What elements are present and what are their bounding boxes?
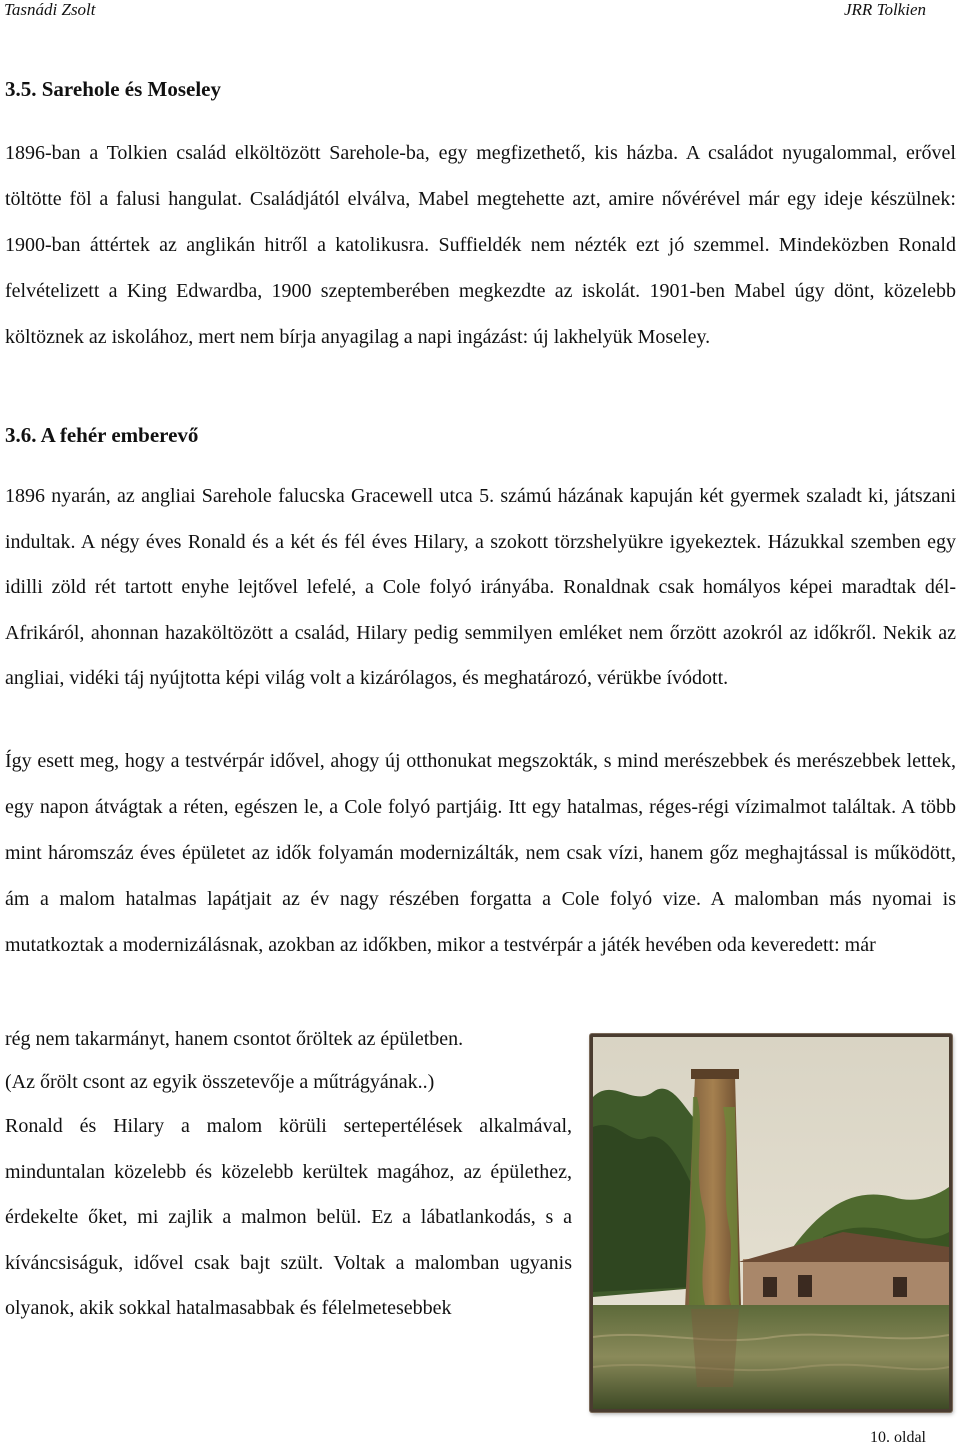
section-paragraph: rég nem takarmányt, hanem csontot őröltek az épületben. — [5, 1028, 464, 1050]
header-author: Tasnádi Zsolt — [4, 0, 96, 19]
section-paragraph: 1896-ban a Tolkien család elköltözött Sarehole-ba, egy megfizethető, kis házba. A családot nyugalommal, erővel töltötte föl a falusi hangulat. Családjától elválva, Mabel megtehette azt, amire nővérével már egy ideje készülnek: 1900-ban áttértek az anglikán hitről a katolikusra. Suffieldék nem nézték ezt jó szemmel. Mindeközben Ronald felvételizett a King Edwardba, 1900 szeptemberében megkezdte az iskolát. 1901-ben Mabel úgy dönt, közelebb költöznek az iskolához, mert nem bírja anyagilag a napi ingázást: új lakhelyük Moseley. — [5, 142, 956, 348]
section-title-sarehole: 3.5. Sarehole és Moseley — [5, 77, 221, 101]
page-header — [0, 0, 960, 24]
sarehole-mill-photo — [590, 1034, 952, 1412]
section-paragraph: Ronald és Hilary a malom körüli sertepertélések alkalmával, minduntalan közelebb és közelebb kerültek magához, az épülethez, érdekelte őket, mi zajlik a malmon belül. Ez a lábatlankodás, s a kíváncsiságuk, idővel csak bajt szült. Voltak a malomban ugyanis olyanok, akik sokkal hatalmasabbak és félelmetesebbek — [5, 1115, 572, 1320]
section-paragraph: 1896 nyarán, az angliai Sarehole falucska Gracewell utca 5. számú házának kapuján két gyermek szaladt ki, játszani indultak. A négy éves Ronald és a két és fél éves Hilary, a szokott törzshelyükre igyekeztek. Házukkal szemben egy idilli zöld rét tartott enyhe lejtővel lefelé, a Cole folyó irányába. Ronaldnak csak homályos képei maradtak dél-Afrikáról, ahonnan hazaköltözött a család, Hilary pedig semmilyen emléket nem őrzött azokról az időkről. Nekik az angliai, vidéki táj nyújtotta képi világ volt a kizárólagos, és meghatározó, vérükbe ívódott. — [5, 485, 956, 690]
section-paragraph: Így esett meg, hogy a testvérpár idővel, ahogy új otthonukat megszokták, s mind merészebbek és merészebbek lettek, egy napon átvágtak a réten, egészen le, a Cole folyó partjáig. Itt egy hatalmas, réges-régi vízimalmot találtak. A több mint háromszáz éves épületet az idők folyamán modernizálták, nem csak vízi, hanem gőz meghajtással is működött, ám a malom hatalmas lapátjait az év nagy részében forgatta a Cole folyó vize. A malomban más nyomai is mutatkoztak a modernizálásnak, azokban az időkben, mikor a testvérpár a játék hevében oda keveredett: már — [5, 750, 956, 956]
header-subject: JRR Tolkien — [844, 0, 926, 19]
page-number: 10. oldal — [870, 1429, 926, 1446]
section-title-white-ogre: 3.6. A fehér emberevő — [5, 423, 199, 447]
mill-illustration — [593, 1037, 949, 1409]
section-paragraph: (Az őrölt csont az egyik összetevője a műtrágyának..) — [5, 1071, 435, 1093]
